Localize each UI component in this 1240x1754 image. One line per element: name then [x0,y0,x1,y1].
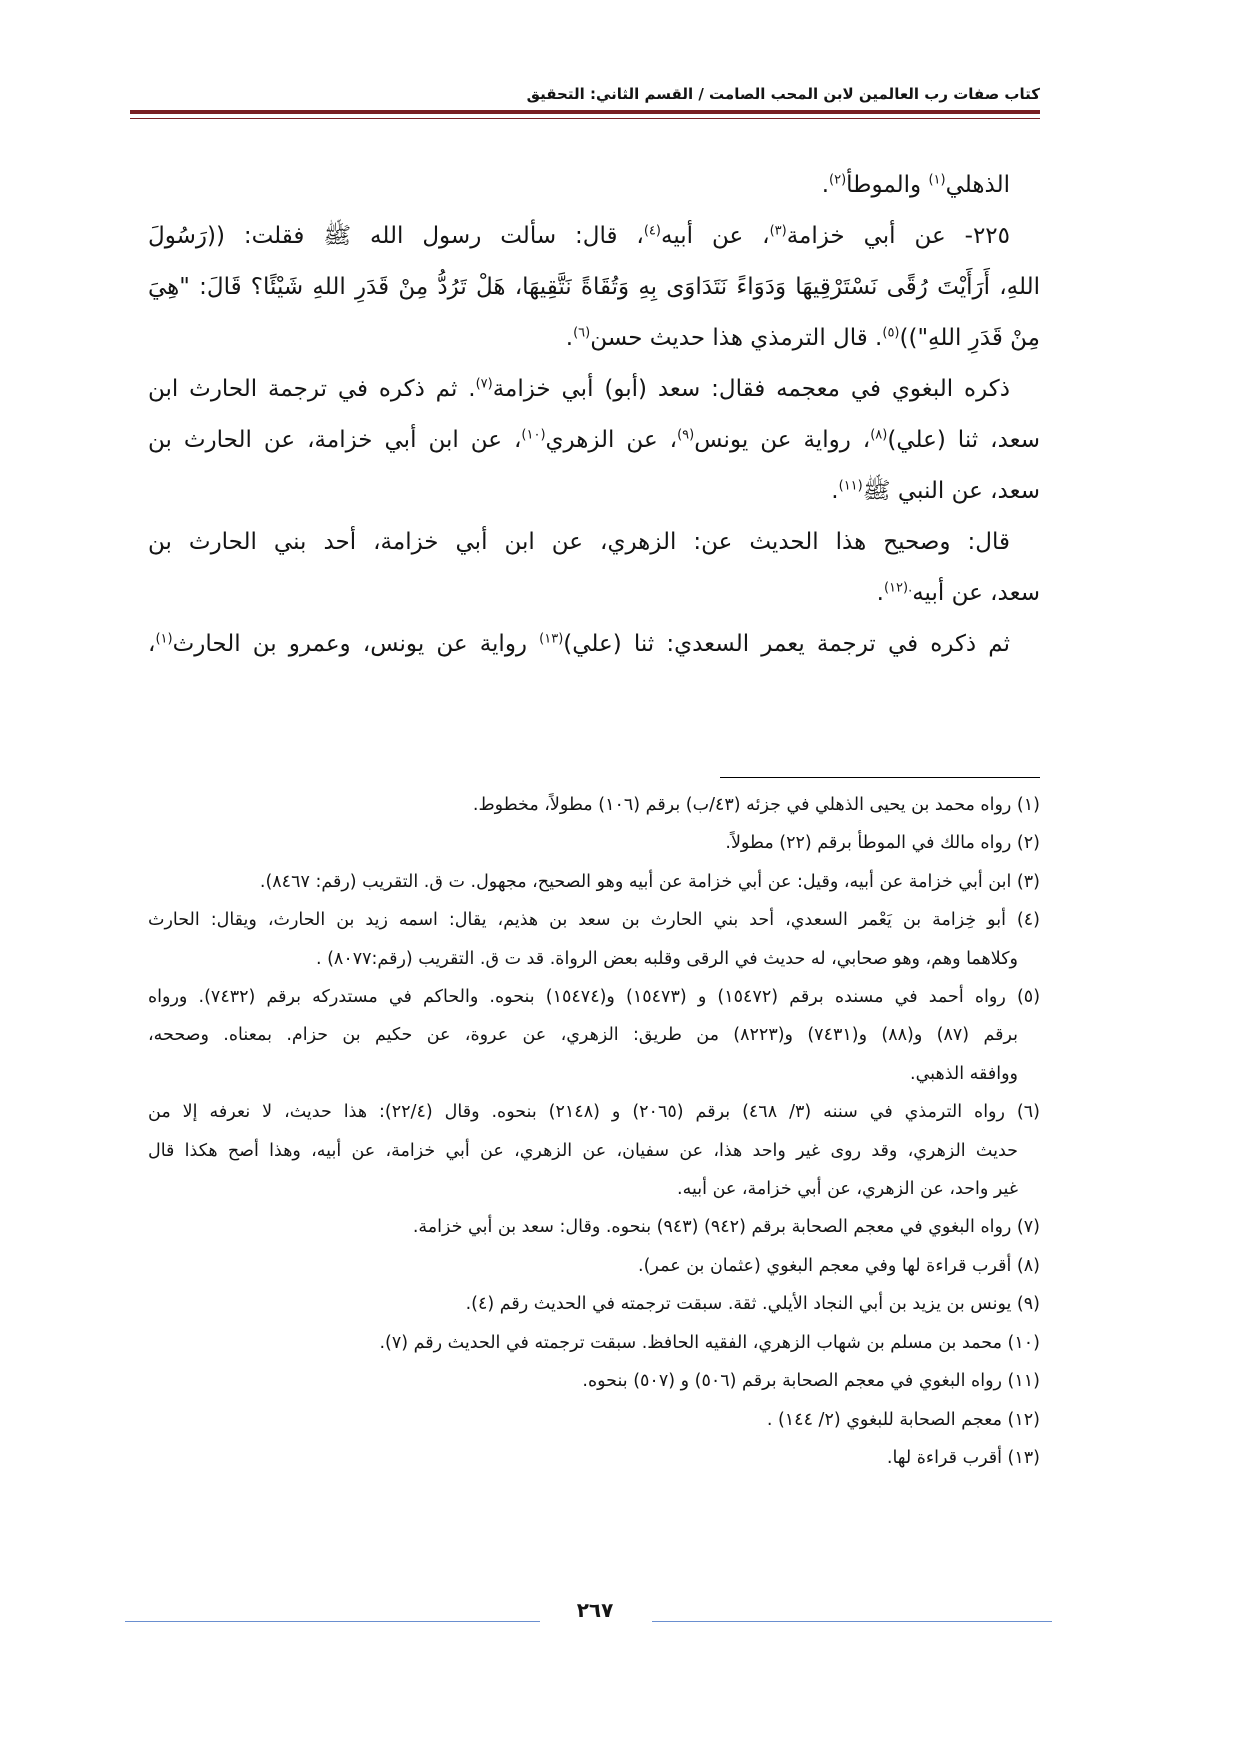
body-text-segment: . [831,478,839,504]
footnote-6: (٦) رواه الترمذي في سننه (٣/ ٤٦٨) برقم (٢٠٦٥) و (٢١٤٨) بنحوه. وقال (٢٢/٤): هذا حديث، لا نعرفه إلا من [148,1102,1040,1123]
body-line [148,211,1040,262]
footnote-9: (٩) يونس بن يزيد بن أبي النجاد الأيلي. ثقة. سبقت ترجمته في الحديث رقم (٤). [465,1294,1040,1315]
body-text-segment: سعد، عن النبي ﷺ [862,478,1040,504]
body-text-segment: رواية عن يونس، وعمرو بن الحارث [172,631,540,657]
running-header: كتاب صفات رب العالمين لابن المحب الصامت / القسم الثاني: التحقيق [526,85,1040,103]
footnote-ref: (٢) [829,172,847,188]
header-rule-thin [130,118,1040,119]
body-line [148,313,1040,364]
footnote-ref: .(١٢) [883,580,913,596]
body-text-segment: ثم ذكره في ترجمة يعمر السعدي: ثنا (علي) [563,631,1010,657]
body-text-segment: سعد، عن أبيه [912,580,1040,606]
body-text-segment: . [821,172,830,198]
footnote-7: (٧) رواه البغوي في معجم الصحابة برقم (٩٤٢) (٩٤٣) بنحوه. وقال: سعد بن أبي خزامة. [412,1217,1040,1238]
body-text-segment: ، [148,631,156,657]
body-text-segment: ، قال: سألت رسول الله ﷺ فقلت: ((رَسُولَ [148,223,644,249]
footnote-ref: (٨) [870,427,888,443]
footnote-8: (٨) أقرب قراءة لها وفي معجم البغوي (عثمان بن عمر). [638,1255,1040,1276]
footer-rule-left [125,1621,540,1622]
footnote-ref: (٦) [573,325,591,341]
footnote-ref: (١٣) [539,631,564,647]
body-text-segment: سعد، ثنا (علي) [887,427,1041,453]
header-rule-thick [130,110,1040,114]
body-text-segment: مِنْ قَدَرِ اللهِ")) [899,325,1040,351]
footnote-ref: (٣) [769,223,787,239]
body-text-segment: . [876,580,884,606]
footer-rule-right [652,1621,1052,1622]
body-text-segment: ، عن الزهري [545,427,678,453]
footnote-11: (١١) رواه البغوي في معجم الصحابة برقم (٥٠٦) و (٥٠٧) بنحوه. [582,1371,1040,1392]
footnote-ref: (١) [928,172,946,188]
footnote-5-continuation: ووافقه الذهبي. [910,1063,1018,1084]
body-text-segment: اللهِ، أَرَأَيْتَ رُقًى نَسْتَرْقِيهَا وَدَوَاءً نَتَدَاوَى بِهِ وَتُقَاةً نَتَّقِيهَا، هَلْ تَرُدُّ مِنْ قَدَرِ اللهِ شَيْئًا؟ قَالَ: "هِيَ [148,274,1040,300]
footnote-3: (٣) ابن أبي خزامة عن أبيه، وقيل: عن أبي خزامة عن أبيه وهو الصحيح، مجهول. ت ق. التقريب (رقم: ٨٤٦٧). [259,871,1040,892]
footnote-ref: (٥) [882,325,900,341]
main-text [148,160,1040,670]
footnote-13: (١٣) أقرب قراءة لها. [886,1447,1040,1468]
footnote-ref: (١١) [838,478,863,494]
footnote-12: (١٢) معجم الصحابة للبغوي (٢/ ١٤٤) . [766,1409,1040,1430]
footnote-4-continuation: وكلاهما وهم، وهو صحابي، له حديث في الرقى وقلبه بعض الرواة. قد ت ق. التقريب (رقم:٨٠٧٧) . [315,948,1018,969]
body-text-segment: . ثم ذكره في ترجمة الحارث ابن [148,376,476,402]
body-line [148,568,1040,619]
body-line [148,160,1040,211]
page-number: ٢٦٧ [576,1598,614,1622]
body-text-segment: . [565,325,574,351]
body-line [148,517,1040,568]
body-text-segment: ، عن ابن أبي خزامة، عن الحارث بن [148,427,522,453]
footnote-5: (٥) رواه أحمد في مسنده برقم (١٥٤٧٢) و (١٥٤٧٣) و(١٥٤٧٤) بنحوه. والحاكم في مستدركه برقم (٧٤٣٢). ورواه [148,987,1041,1008]
footnotes [148,786,1040,1477]
body-text-segment: قال: وصحيح هذا الحديث عن: الزهري، عن ابن أبي خزامة، أحد بني الحارث بن [148,529,1010,555]
body-line [148,619,1040,670]
body-text-segment: ذكره البغوي في معجمه فقال: سعد (أبو) أبي خزامة [492,376,1010,402]
footnote-separator [720,777,1040,778]
footnote-ref: (٤) [643,223,661,239]
body-text-segment: ٢٢٥- عن أبي خزامة [786,223,1010,249]
footnote-ref: (١٠) [521,427,546,443]
body-text-segment: ، رواية عن يونس [694,427,871,453]
body-text-segment: والموطأ [846,172,929,198]
body-line [148,262,1040,313]
body-text-segment: الذهلي [945,172,1010,198]
body-text-segment: ، عن أبيه [660,223,770,249]
body-line [148,466,1040,517]
footnote-2: (٢) رواه مالك في الموطأ برقم (٢٢) مطولاً. [725,833,1040,854]
body-text-segment: . قال الترمذي هذا حديث حسن [590,325,883,351]
footnote-ref: (٧) [475,376,493,392]
footnote-6-continuation: غير واحد، عن الزهري، عن أبي خزامة، عن أبيه. [677,1179,1018,1200]
footnote-ref: (١) [155,631,173,647]
footnote-5-continuation: برقم (٨٧) و(٨٨) و(٧٤٣١) و(٨٢٢٣) من طريق: الزهري، عن عروة، عن حكيم بن حزام. بمعناه. وصححه، [148,1025,1018,1046]
footnote-4: (٤) أبو خِزامة بن يَعْمر السعدي، أحد بني الحارث بن سعد بن هذيم، يقال: اسمه زيد بن الحارث، ويقال: الحارث [148,910,1040,931]
body-line [148,364,1040,415]
body-line [148,415,1040,466]
footnote-1: (١) رواه محمد بن يحيى الذهلي في جزئه (٤٣/ب) برقم (١٠٦) مطولاً، مخطوط. [472,795,1040,815]
footnote-10: (١٠) محمد بن مسلم بن شهاب الزهري، الفقيه الحافظ. سبقت ترجمته في الحديث رقم (٧). [379,1332,1040,1353]
footnote-6-continuation: حديث الزهري، وقد روى غير واحد هذا، عن سفيان، عن الزهري، عن أبي خزامة، عن أبيه، وهذا أصح هكذا قال [148,1140,1018,1161]
footnote-ref: (٩) [677,427,695,443]
